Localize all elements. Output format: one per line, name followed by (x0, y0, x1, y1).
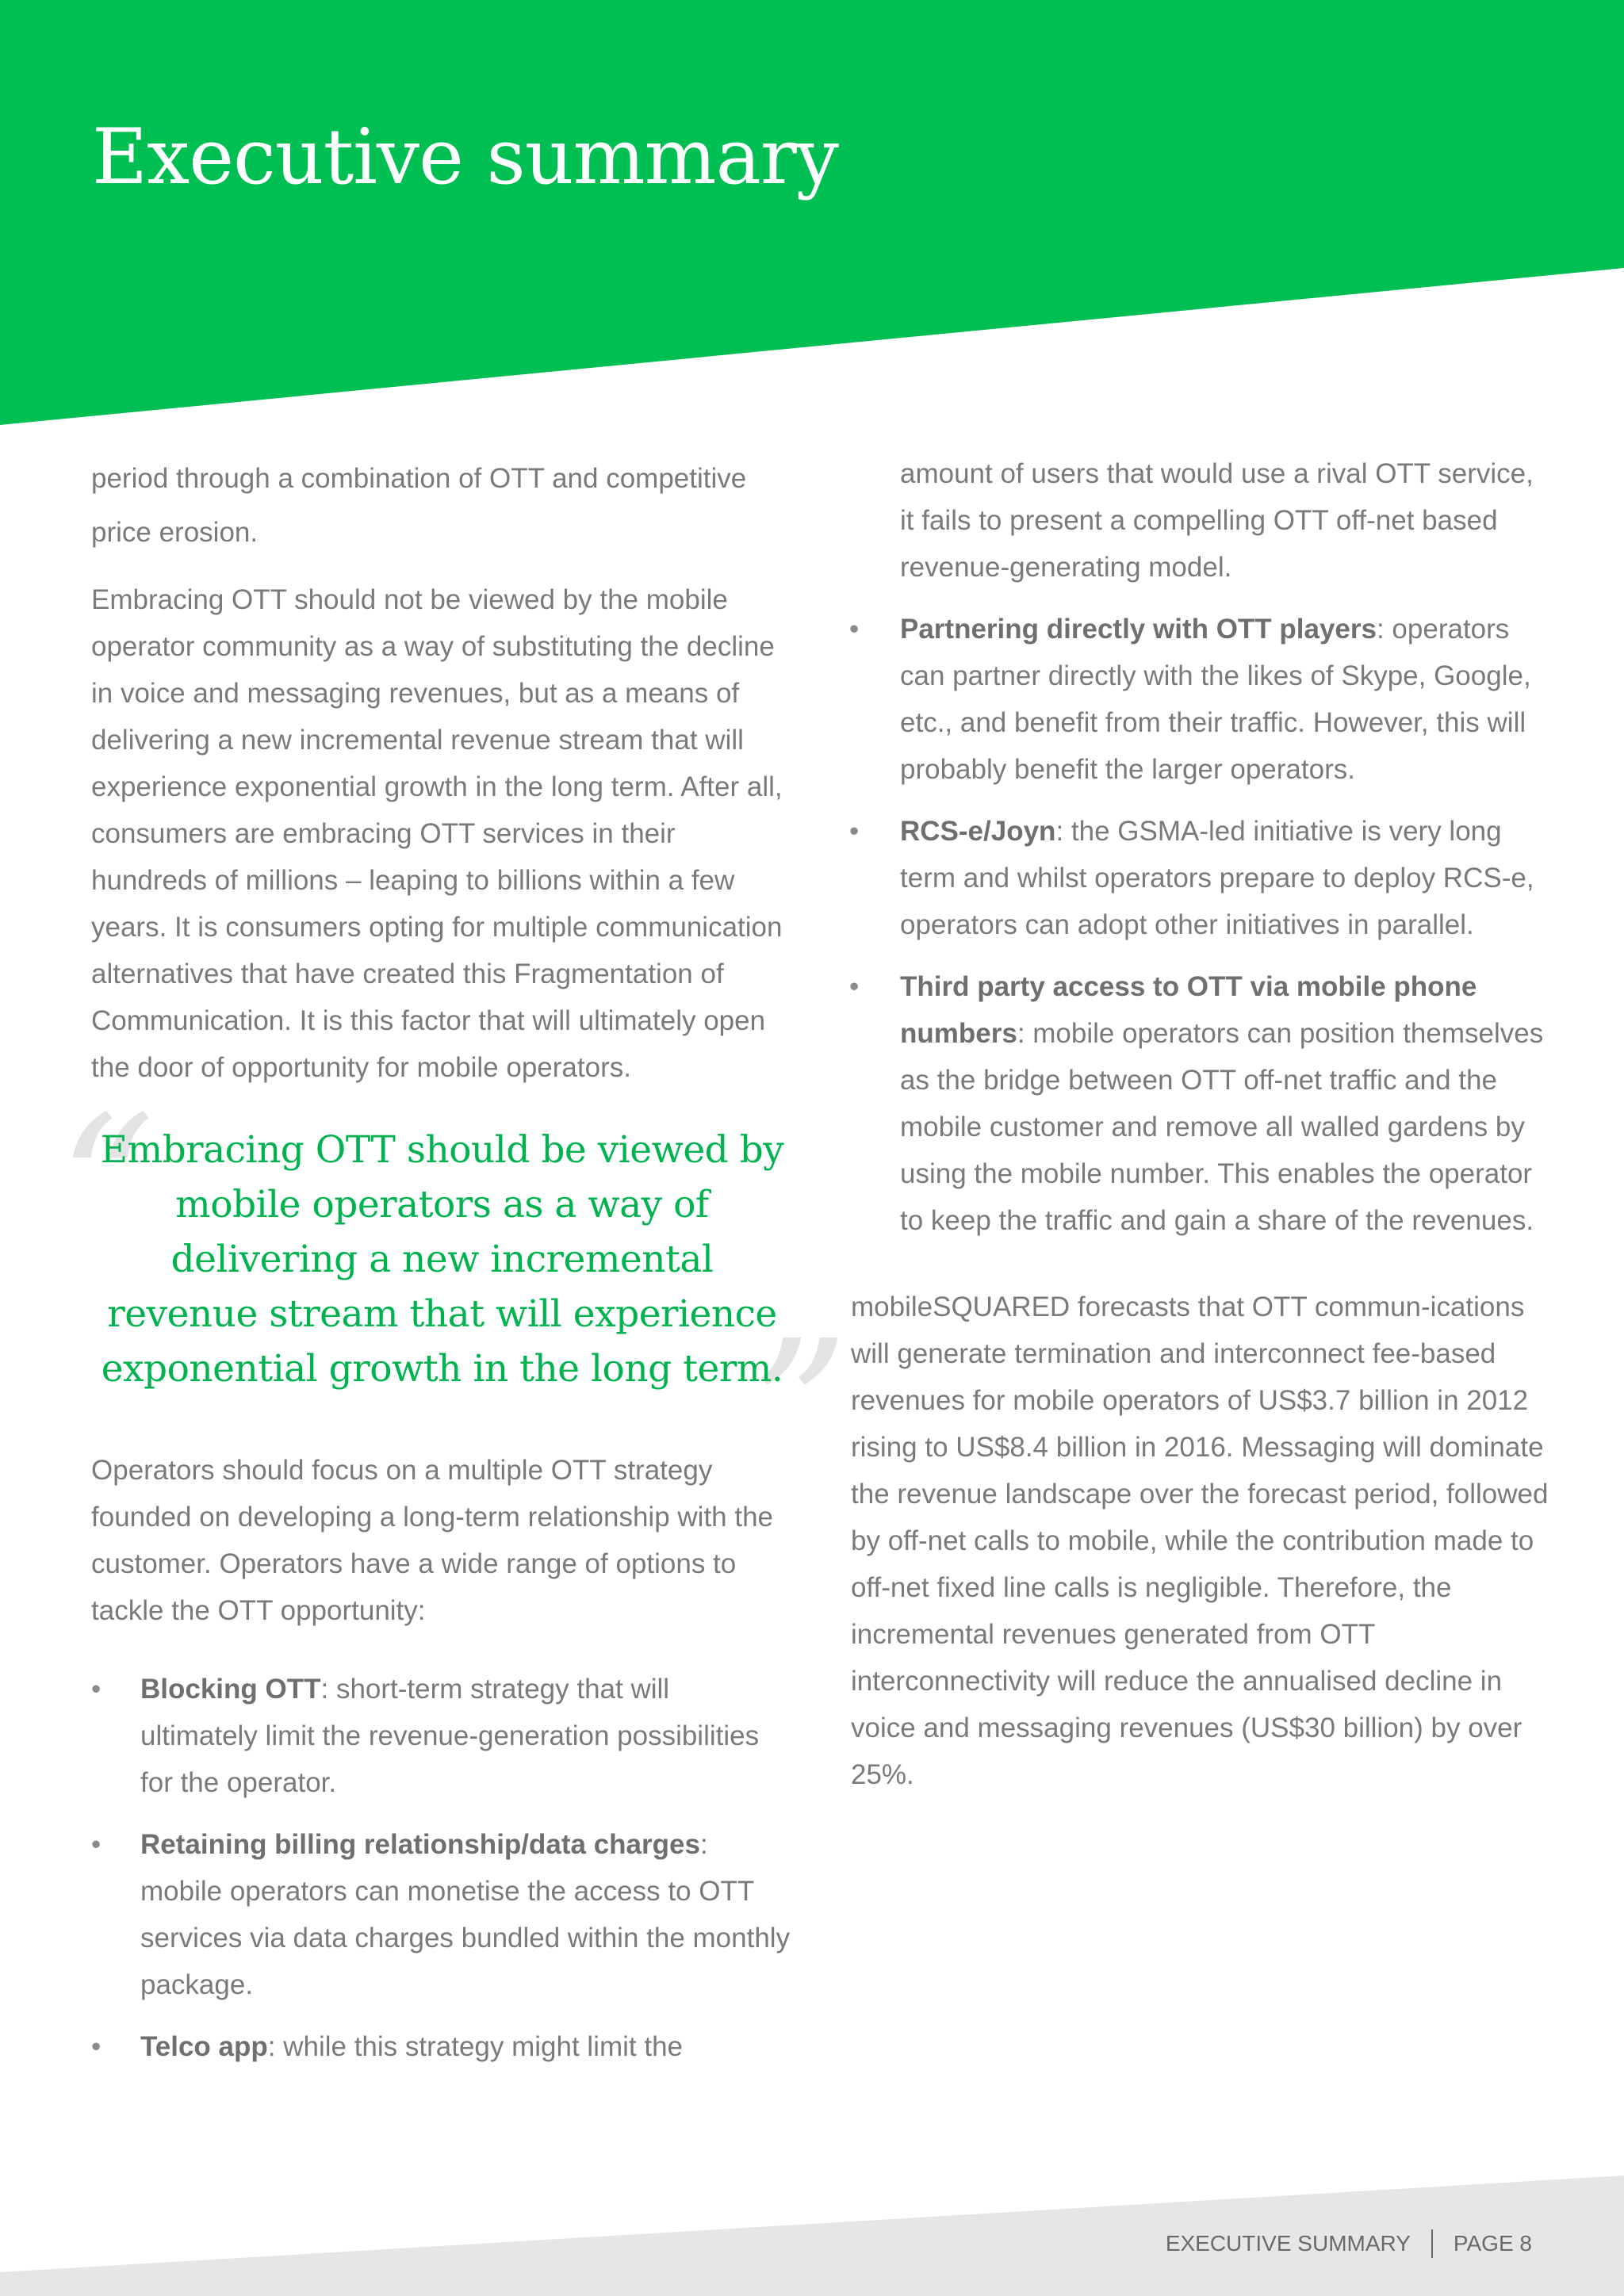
list-item (91, 2023, 793, 2070)
bullet-title: RCS-e/Joyn (900, 816, 1056, 847)
footer-divider (1431, 2229, 1433, 2258)
open-quote-icon: “ (58, 1075, 155, 1297)
bullet-continuation: amount of users that would use a rival OTT service, it fails to present a compelling OTT off-net based revenue-generating model. (900, 458, 1534, 583)
bullet-text: : operators can partner directly with the likes of Skype, Google, etc., and benefit from their traffic. However, this will probably benefit the larger operators. (900, 614, 1531, 785)
paragraph-intro-continuation: period through a combination of OTT and competitive price erosion. (91, 463, 747, 548)
paragraph-forecast: mobileSQUARED forecasts that OTT commun-ications will generate termination and interconnect fee-based revenues for mobile operators of US$3.7 billion in 2012 rising to US$8.4 billion in 2016. Messaging will dominate the revenue landscape over the forecast period, followed by off-net calls to mobile, while the contribution made to off-net fixed line calls is negligible. Therefore, the incremental revenues generated from OTT interconnectivity will reduce the annualised decline in voice and messaging revenues (US$30 billion) by over 25%. (851, 1292, 1549, 1790)
bullet-text: : mobile operators can monetise the access to OTT services via data charges bundled within the monthly package. (140, 1829, 791, 2000)
list-item (851, 606, 1549, 793)
bullet-title: Retaining billing relationship/data charges (140, 1829, 700, 1860)
page-footer (1166, 2226, 1532, 2261)
page-title: Executive summary (92, 113, 838, 201)
bullet-text: : the GSMA-led initiative is very long term and whilst operators prepare to deploy RCS-e, operators can adopt other initiatives in parallel. (900, 816, 1534, 940)
bullet-title: Blocking OTT (140, 1674, 321, 1705)
paragraph-operators-strategy: Operators should focus on a multiple OTT strategy founded on developing a long-term relationship with the customer. Operators have a wide range of options to tackle the OTT opportunity: (91, 1455, 774, 1626)
paragraph-embracing-ott: Embracing OTT should not be viewed by the mobile operator community as a way of substituting the decline in voice and messaging revenues, but as a means of delivering a new incremental revenue stream that will experience exponential growth in the long term. After all, consumers are embracing OTT services in their hundreds of millions – leaping to billions within a few years. It is consumers opting for multiple communication alternatives that have created this Fragmentation of Communication. It is this factor that will ultimately open the door of opportunity for mobile operators. (91, 584, 783, 1083)
footer-section-label: EXECUTIVE SUMMARY (1165, 2231, 1411, 2256)
list-item (851, 963, 1549, 1244)
list-item (91, 1666, 793, 1806)
bullet-text: : short-term strategy that will ultimately limit the revenue-generation possibilities for the operator. (140, 1674, 760, 1798)
list-item (851, 808, 1549, 948)
bullet-title: Telco app (140, 2031, 268, 2062)
right-column (851, 450, 1549, 1798)
page-number: PAGE 8 (1453, 2231, 1532, 2256)
list-item (91, 1821, 793, 2008)
bullet-text: : mobile operators can position themselves as the bridge between OTT off-net traffic and the mobile customer and remove all walled gardens by using the mobile number. This enables the operator to keep the traffic and gain a share of the revenues. (900, 1018, 1544, 1236)
pull-quote (58, 1075, 848, 1521)
pull-quote-text: Embracing OTT should be viewed by mobile operators as a way of delivering a new incremental revenue stream that will experience exponential growth in the long term. (100, 1128, 784, 1391)
header-green-band (0, 0, 1624, 425)
bullet-title: Partnering directly with OTT players (900, 614, 1377, 645)
bullet-text: : while this strategy might limit the (267, 2031, 684, 2062)
close-quote-icon: ” (751, 1299, 848, 1521)
left-bullet-list (91, 1666, 793, 2070)
right-bullet-list (851, 606, 1549, 1244)
bullet-title: Third party access to OTT via mobile phone numbers (900, 971, 1477, 1049)
left-column (58, 452, 848, 2085)
